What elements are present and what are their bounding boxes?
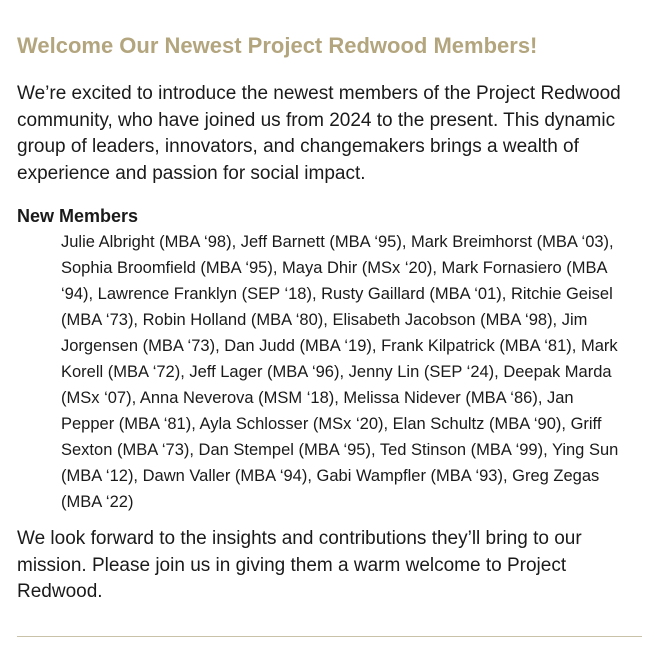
article (17, 32, 645, 606)
new-members-heading: New Members (17, 206, 139, 226)
new-members-list: Julie Albright (MBA ‘98), Jeff Barnett (MBA ‘95), Mark Breimhorst (MBA ‘03), Sophia Broomfield (MBA ‘95), Maya Dhir (MSx ‘20), Mark Fornasiero (MBA ‘94), Lawrence Franklyn (SEP ‘18), Rusty Gaillard (MBA ‘01), Ritchie Geisel (MBA ‘73), Robin Holland (MBA ‘80), Elisabeth Jacobson (MBA ‘98), Jim Jorgensen (MBA ‘73), Dan Judd (MBA ‘19), Frank Kilpatrick (MBA ‘81), Mark Korell (MBA ‘72), Jeff Lager (MBA ‘96), Jenny Lin (SEP ‘24), Deepak Marda (MSx ‘07), Anna Neverova (MSM ‘18), Melissa Nidever (MBA ‘86), Jan Pepper (MBA ‘81), Ayla Schlosser (MSx ‘20), Elan Schultz (MBA ‘90), Griff Sexton (MBA ‘73), Dan Stempel (MBA ‘95), Ted Stinson (MBA ‘99), Ying Sun (MBA ‘12), Dawn Valler (MBA ‘94), Gabi Wampfler (MBA ‘93), Greg Zegas (MBA ‘22) (61, 233, 619, 511)
intro-paragraph: We’re excited to introduce the newest members of the Project Redwood community, who have joined us from 2024 to the present. This dynamic group of leaders, innovators, and changemakers brings a wealth of experience and passion for social impact. (17, 83, 621, 184)
page-title: Welcome Our Newest Project Redwood Members! (17, 33, 538, 58)
closing-paragraph: We look forward to the insights and contributions they’ll bring to our mission. Please join us in giving them a warm welcome to Project Redwood. (17, 528, 582, 602)
section-divider (17, 636, 642, 637)
